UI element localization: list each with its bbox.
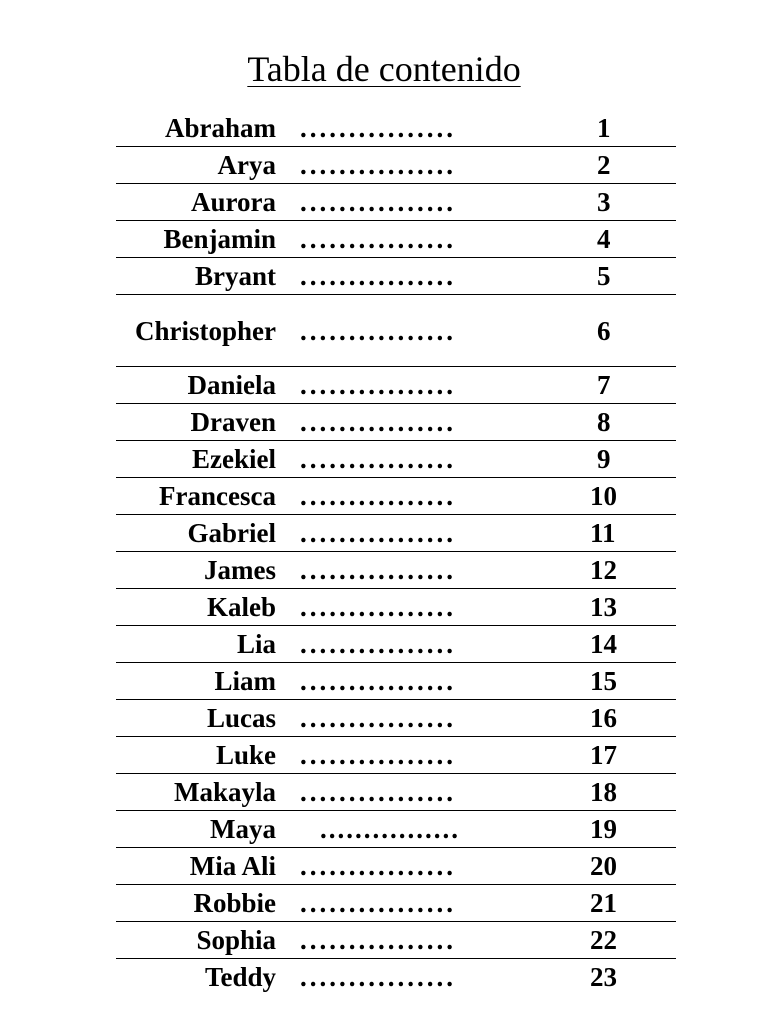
toc-row — [116, 478, 676, 515]
toc-entry-name: Robbie — [116, 885, 276, 922]
toc-dot-leader: ................ — [276, 478, 552, 515]
toc-page-number: 2 — [552, 147, 676, 184]
toc-entry-name: James — [116, 552, 276, 589]
toc-dot-leader: ................ — [276, 774, 552, 811]
toc-page-number: 19 — [552, 811, 676, 848]
toc-dot-leader: ................ — [276, 848, 552, 885]
toc-row — [116, 737, 676, 774]
toc-body — [116, 110, 676, 995]
toc-row — [116, 848, 676, 885]
toc-row — [116, 147, 676, 184]
toc-dot-leader: ................ — [276, 184, 552, 221]
toc-entry-name: Luke — [116, 737, 276, 774]
toc-dot-leader: ................ — [276, 552, 552, 589]
toc-dot-leader: ................ — [276, 404, 552, 441]
toc-dot-leader: ................ — [276, 811, 552, 848]
toc-entry-name: Francesca — [116, 478, 276, 515]
toc-row — [116, 922, 676, 959]
toc-row — [116, 552, 676, 589]
toc-entry-name: Sophia — [116, 922, 276, 959]
toc-entry-name: Mia Ali — [116, 848, 276, 885]
toc-page-number: 22 — [552, 922, 676, 959]
toc-entry-name: Lucas — [116, 700, 276, 737]
toc-page-number: 20 — [552, 848, 676, 885]
toc-page-number: 13 — [552, 589, 676, 626]
toc-entry-name: Christopher — [116, 295, 276, 367]
toc-dot-leader: ................ — [276, 295, 552, 367]
toc-entry-name: Makayla — [116, 774, 276, 811]
toc-row — [116, 515, 676, 552]
toc-page-number: 6 — [552, 295, 676, 367]
toc-entry-name: Kaleb — [116, 589, 276, 626]
toc-dot-leader: ................ — [300, 962, 456, 992]
toc-dot-leader: ................ — [276, 441, 552, 478]
toc-page-number: 7 — [552, 367, 676, 404]
toc-row — [116, 774, 676, 811]
toc-dot-leader: ................ — [276, 589, 552, 626]
toc-page-number: 11 — [552, 515, 676, 552]
toc-page-number: 15 — [552, 663, 676, 700]
toc-entry-name: Maya — [116, 811, 276, 848]
toc-dot-leader: ................ — [276, 110, 552, 147]
toc-page-number: 8 — [552, 404, 676, 441]
toc-row — [116, 663, 676, 700]
toc-page-number: 5 — [552, 258, 676, 295]
toc-entry-name: Teddy — [204, 962, 276, 992]
toc-page-number: 1 — [552, 110, 676, 147]
toc-page-number: 4 — [552, 221, 676, 258]
toc-page-number: 16 — [552, 700, 676, 737]
toc-row — [116, 367, 676, 404]
toc-row — [116, 885, 676, 922]
toc-row — [116, 221, 676, 258]
toc-row — [116, 184, 676, 221]
toc-dot-leader: ................ — [276, 700, 552, 737]
toc-row — [116, 441, 676, 478]
toc-entry-name: Liam — [116, 663, 276, 700]
toc-entry-name: Lia — [116, 626, 276, 663]
toc-row — [116, 700, 676, 737]
toc-entry-name: Bryant — [116, 258, 276, 295]
toc-row — [116, 959, 676, 996]
toc-dot-leader: ................ — [276, 147, 552, 184]
toc-entry-name: Ezekiel — [116, 441, 276, 478]
toc-entry-name: Benjamin — [116, 221, 276, 258]
toc-page-number: 10 — [552, 478, 676, 515]
toc-entry-name: Aurora — [116, 184, 276, 221]
toc-row — [116, 295, 676, 367]
toc-dot-leader: ................ — [276, 737, 552, 774]
table-of-contents — [116, 110, 676, 995]
toc-page-number: 18 — [552, 774, 676, 811]
toc-dot-leader: ................ — [276, 515, 552, 552]
toc-entry-name: Arya — [116, 147, 276, 184]
toc-dot-leader: ................ — [276, 626, 552, 663]
toc-dot-leader: ................ — [276, 885, 552, 922]
toc-entry-name: Gabriel — [116, 515, 276, 552]
toc-dot-leader: ................ — [276, 367, 552, 404]
toc-dot-leader: ................ — [276, 221, 552, 258]
toc-row — [116, 110, 676, 147]
toc-entry-name: Draven — [116, 404, 276, 441]
toc-row — [116, 589, 676, 626]
toc-page-number: 23 — [590, 962, 617, 992]
toc-page-number: 3 — [552, 184, 676, 221]
page-title: Tabla de contenido — [247, 49, 521, 89]
toc-dot-leader: ................ — [276, 663, 552, 700]
toc-page-number: 21 — [552, 885, 676, 922]
toc-dot-leader: ................ — [276, 922, 552, 959]
toc-entry-name: Abraham — [116, 110, 276, 147]
toc-entry-name: Daniela — [116, 367, 276, 404]
toc-page-number: 12 — [552, 552, 676, 589]
toc-page-number: 17 — [552, 737, 676, 774]
toc-dot-leader: ................ — [276, 258, 552, 295]
toc-row — [116, 626, 676, 663]
toc-page-number: 9 — [552, 441, 676, 478]
toc-row — [116, 811, 676, 848]
toc-page-number: 14 — [552, 626, 676, 663]
toc-row — [116, 404, 676, 441]
toc-row — [116, 258, 676, 295]
